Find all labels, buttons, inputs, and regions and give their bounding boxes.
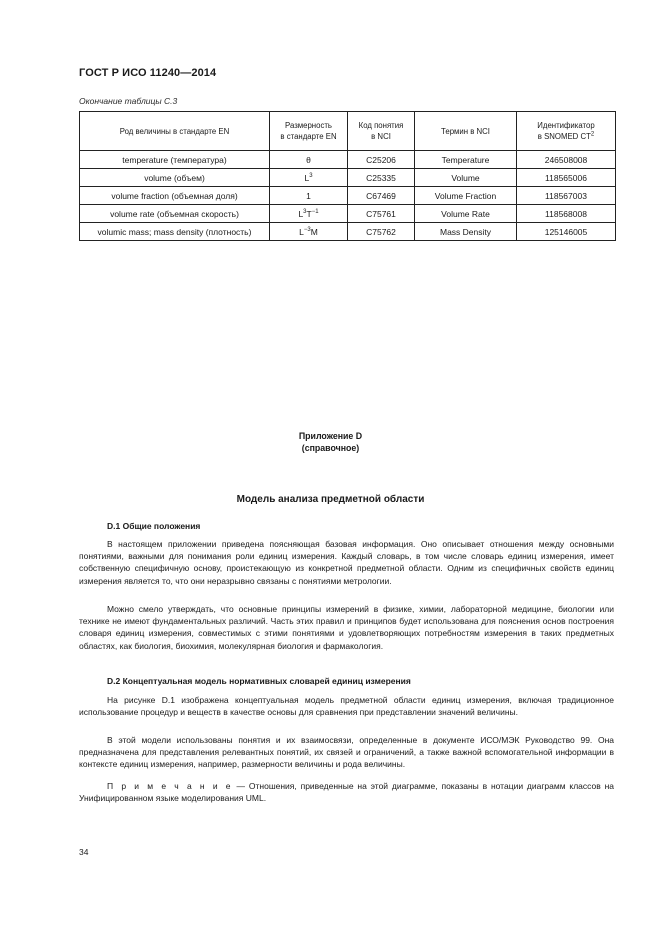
cell-id: 246508008 <box>517 151 616 169</box>
units-table <box>79 111 616 241</box>
table-row <box>80 169 616 187</box>
header-kind: Род величины в стандарте EN <box>80 112 270 151</box>
section-d2-paragraph-1: На рисунке D.1 изображена концептуальная модель предметной области единиц измерения, включая традиционное использование процедур и веществ в качестве основы для сравнения при представлении значений величины. <box>79 695 614 718</box>
cell-term: Mass Density <box>415 223 517 241</box>
cell-dimension: $L^{-3}M$ <box>270 223 348 241</box>
cell-id: 118565006 <box>517 169 616 187</box>
appendix-title: Приложение D <box>298 431 363 441</box>
cell-kind: volumic mass; mass density (плотность) <box>80 223 270 241</box>
cell-term: Temperature <box>415 151 517 169</box>
cell-id: 118567003 <box>517 187 616 205</box>
note-text: — Отношения, приведенные на этой диаграмме, показаны в нотации диаграмм классов на Унифицированном языке моделирования UML. <box>79 781 614 804</box>
header-dimension: Размерность в стандарте EN <box>270 112 348 151</box>
cell-dimension: 1 <box>270 187 348 205</box>
table-row <box>80 205 616 223</box>
table-row <box>80 187 616 205</box>
cell-dimension: $L^3$ <box>270 169 348 187</box>
cell-term: Volume <box>415 169 517 187</box>
cell-code: C25206 <box>348 151 415 169</box>
cell-id: 125146005 <box>517 223 616 241</box>
cell-dimension: $L^3T^{-1}$ <box>270 205 348 223</box>
appendix-heading <box>0 430 661 454</box>
section-d2-note <box>79 780 614 804</box>
header-nci-code: Код понятия в NCI <box>348 112 415 151</box>
cell-code: C67469 <box>348 187 415 205</box>
cell-kind: volume rate (объемная скорость) <box>80 205 270 223</box>
cell-kind: volume fraction (объемная доля) <box>80 187 270 205</box>
page-number: 34 <box>79 847 89 857</box>
header-snomed-id: Идентификатор в SNOMED $CT^2$ <box>517 112 616 151</box>
section-d2-heading: D.2 Концептуальная модель нормативных словарей единиц измерения <box>107 676 411 686</box>
cell-term: Volume Rate <box>415 205 517 223</box>
document-header: ГОСТ Р ИСО 11240—2014 <box>79 67 217 79</box>
cell-term: Volume Fraction <box>415 187 517 205</box>
section-d1-heading: D.1 Общие положения <box>107 521 201 531</box>
table-row <box>80 151 616 169</box>
cell-code: C75762 <box>348 223 415 241</box>
section-title: Модель анализа предметной области <box>236 494 425 505</box>
appendix-subtitle: (справочное) <box>301 443 360 453</box>
table-row <box>80 223 616 241</box>
section-d1-paragraph-1: В настоящем приложении приведена поясняющая базовая информация. Оно описывает отношения между основными понятиями, важными для понимания роли единиц измерения. Каждый словарь, в том числе словарь единиц измерения, имеет собственную специфичную основу, проистекающую из конкретной предметной области. Одним из специфичных свойств единиц измерения является то, что они неразрывно связаны с понятиями метрологии. <box>79 539 614 586</box>
section-d2-paragraph-2: В этой модели использованы понятия и их взаимосвязи, определенные в документе ИСО/МЭК Руководство 99. Она предназначена для представления релевантных понятий, их связей и ограничений, а также важной вспомогательной информации в контексте единиц измерения, например, размерности величины и рода величины. <box>79 735 614 770</box>
table-caption: Окончание таблицы С.3 <box>79 96 178 106</box>
cell-dimension: θ <box>270 151 348 169</box>
section-d1-paragraph-2: Можно смело утверждать, что основные принципы измерений в физике, химии, лабораторной медицине, биологии или технике не имеют фундаментальных различий. Часть этих правил и принципов будет использована для пояснения основ построения словаря единиц измерения, совместимых с этими понятиями и удовлетворяющих потребностям измерения в таких предметных областях, как биология, биохимия, молекулярная биология и фармакология. <box>79 604 614 651</box>
cell-code: C75761 <box>348 205 415 223</box>
cell-code: C25335 <box>348 169 415 187</box>
note-label: П р и м е ч а н и е <box>107 781 233 791</box>
cell-kind: volume (объем) <box>80 169 270 187</box>
cell-kind: temperature (температура) <box>80 151 270 169</box>
table-header-row <box>80 112 616 151</box>
cell-id: 118568008 <box>517 205 616 223</box>
header-nci-term: Термин в NCI <box>415 112 517 151</box>
